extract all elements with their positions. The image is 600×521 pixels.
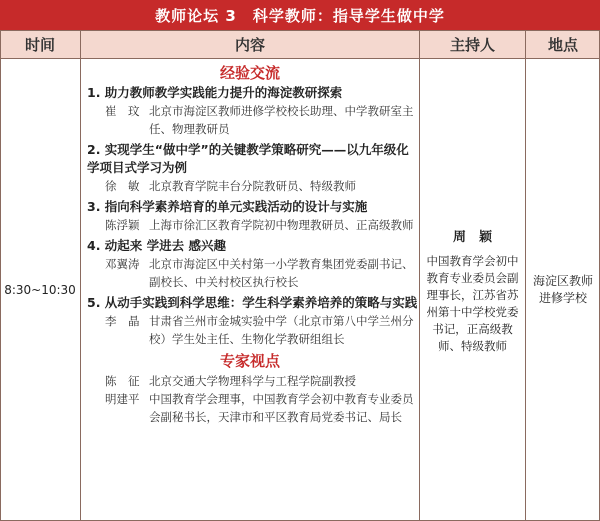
speaker-title: 中国教育学会理事，中国教育学会初中教育专业委员会副秘书长，天津市和平区教育局党委书记、局长 — [149, 392, 414, 424]
list-item — [81, 141, 419, 195]
topic-title: 3. 指向科学素养培育的单元实践活动的设计与实施 — [87, 199, 368, 214]
content-cell — [81, 62, 419, 520]
speaker — [81, 255, 419, 291]
speaker-name: 邓翼涛 — [105, 257, 140, 271]
speaker-name: 明建平 — [105, 392, 140, 406]
speaker — [81, 102, 419, 138]
topic-title: 1. 助力教师教学实践能力提升的海淀教研探索 — [87, 85, 343, 100]
speaker-name: 陈浮颖 — [105, 218, 140, 232]
speaker — [81, 177, 419, 195]
speaker-name: 徐 敏 — [105, 179, 140, 193]
header-time: 时间 — [24, 35, 55, 54]
speaker-name: 陈 征 — [105, 374, 140, 388]
speaker-title: 北京市海淀区中关村第一小学教育集团党委副书记、副校长、中关村校区执行校长 — [149, 257, 414, 289]
topic-title: 2. 实现学生“做中学”的关键教学策略研究——以九年级化学项目式学习为例 — [87, 142, 409, 175]
speaker — [81, 372, 419, 390]
speaker-name: 崔 玟 — [105, 104, 140, 118]
column-divider — [80, 30, 81, 521]
header-host: 主持人 — [449, 35, 495, 54]
time-cell: 8:30~10:30 — [4, 283, 76, 297]
header-content: 内容 — [234, 35, 265, 54]
speaker-title: 甘肃省兰州市金城实验中学（北京市第八中学兰州分校）学生处主任、生物化学教研组组长 — [149, 314, 414, 346]
header-place: 地点 — [547, 35, 578, 54]
host-title: 中国教育学会初中教育专业委员会副理事长，江苏省苏州第十中学校党委书记，正高级教师、特级教师 — [426, 253, 519, 353]
speaker — [81, 312, 419, 348]
topic-title: 5. 从动手实践到科学思维：学生科学素养培养的策略与实践 — [87, 295, 418, 310]
list-item — [81, 294, 419, 348]
section-title-experience: 经验交流 — [219, 64, 280, 82]
list-item — [81, 237, 419, 291]
column-divider — [419, 30, 420, 521]
list-item — [81, 198, 419, 234]
speaker-title: 北京交通大学物理科学与工程学院副教授 — [149, 374, 356, 388]
speaker-title: 上海市徐汇区教育学院初中物理教研员、正高级教师 — [149, 218, 414, 232]
column-divider — [525, 30, 526, 521]
speaker-title: 北京教育学院丰台分院教研员、特级教师 — [149, 179, 356, 193]
table-header — [0, 30, 600, 59]
place-cell: 海淀区教师进修学校 — [532, 274, 593, 305]
speaker-name: 李 晶 — [105, 314, 140, 328]
speaker-title: 北京市海淀区教师进修学校校长助理、中学教研室主任、物理教研员 — [149, 104, 414, 136]
section-title-expert: 专家视点 — [219, 352, 280, 370]
topic-title: 4. 动起来 学进去 感兴趣 — [87, 238, 227, 253]
list-item — [81, 84, 419, 138]
speaker — [81, 390, 419, 426]
speaker — [81, 216, 419, 234]
host-name: 周 颖 — [452, 229, 492, 245]
host-cell — [420, 59, 525, 521]
forum-title: 教师论坛 3 科学教师：指导学生做中学 — [0, 0, 600, 30]
